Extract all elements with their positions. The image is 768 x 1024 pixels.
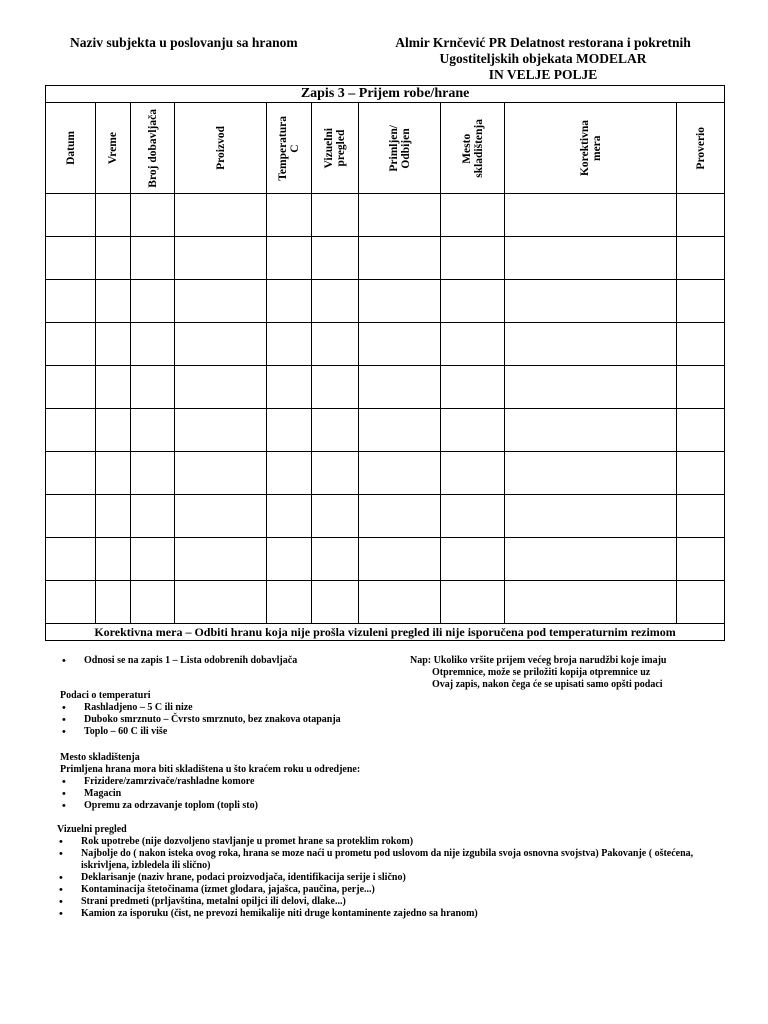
table-cell[interactable]	[131, 495, 175, 538]
storage-section	[60, 752, 720, 812]
nap-note	[410, 655, 730, 691]
table-cell[interactable]	[131, 538, 175, 581]
table-cell[interactable]	[359, 409, 441, 452]
table-row	[46, 366, 725, 409]
table-cell[interactable]	[441, 538, 505, 581]
table-cell[interactable]	[312, 194, 359, 237]
business-info	[378, 35, 708, 83]
table-cell[interactable]	[441, 194, 505, 237]
table-cell[interactable]	[131, 581, 175, 624]
table-cell[interactable]	[505, 538, 677, 581]
table-cell[interactable]	[677, 452, 725, 495]
storage-item: • Frizidere/zamrzivače/rashladne komore	[60, 776, 720, 788]
table-cell[interactable]	[131, 323, 175, 366]
table-cell[interactable]	[505, 366, 677, 409]
table-row	[46, 409, 725, 452]
reference-item: • Odnosi se na zapis 1 – Lista odobrenih dobavljača	[60, 655, 400, 667]
table-header-row	[46, 103, 725, 194]
table-cell[interactable]	[131, 194, 175, 237]
table-cell[interactable]	[677, 538, 725, 581]
table-cell[interactable]	[46, 323, 96, 366]
visual-item: • Kamion za isporuku (čist, ne prevozi hemikalije niti druge kontaminente zajedno sa hranom)	[57, 908, 722, 920]
temperature-item: • Duboko smrznuto – Čvrsto smrznuto, bez znakova otapanja	[60, 714, 720, 726]
table-cell[interactable]	[46, 495, 96, 538]
storage-item: • Magacin	[60, 788, 720, 800]
table-cell[interactable]	[312, 323, 359, 366]
table-cell[interactable]	[96, 452, 131, 495]
column-header	[505, 103, 677, 194]
table-row	[46, 237, 725, 280]
table-cell[interactable]	[267, 452, 312, 495]
table-cell[interactable]	[312, 366, 359, 409]
column-header-label: Mesto skladištenja	[460, 118, 485, 178]
column-header-label: Proverio	[694, 126, 707, 170]
table-cell[interactable]	[359, 237, 441, 280]
temperature-section	[60, 690, 720, 738]
table-cell[interactable]	[267, 323, 312, 366]
column-header-label: Primljen/ Odbijen	[387, 124, 412, 172]
table-cell[interactable]	[175, 323, 267, 366]
business-name-label: Naziv subjekta u poslovanju sa hranom	[70, 35, 298, 50]
table-cell[interactable]	[677, 194, 725, 237]
table-cell[interactable]	[175, 538, 267, 581]
table-row	[46, 280, 725, 323]
table-cell[interactable]	[46, 280, 96, 323]
table-cell[interactable]	[96, 194, 131, 237]
visual-inspection-section	[57, 824, 722, 920]
table-cell[interactable]	[175, 237, 267, 280]
column-header	[677, 103, 725, 194]
storage-title: Mesto skladištenja	[60, 752, 140, 763]
goods-receipt-table	[45, 85, 725, 641]
table-cell[interactable]	[312, 495, 359, 538]
table-cell[interactable]	[175, 409, 267, 452]
table-cell[interactable]	[131, 409, 175, 452]
table-cell[interactable]	[312, 237, 359, 280]
table-row	[46, 194, 725, 237]
column-header	[46, 103, 96, 194]
table-cell[interactable]	[267, 495, 312, 538]
table-cell[interactable]	[505, 237, 677, 280]
table-row	[46, 538, 725, 581]
visual-item: • Rok upotrebe (nije dozvoljeno stavljanje u promet hrane sa proteklim rokom)	[57, 836, 722, 848]
table-body	[46, 194, 725, 624]
nap-line: Otpremnice, može se priložiti kopija otpremnice uz	[432, 667, 651, 678]
column-header	[312, 103, 359, 194]
table-cell[interactable]	[131, 366, 175, 409]
table-cell[interactable]	[46, 452, 96, 495]
temperature-title: Podaci o temperaturi	[60, 690, 151, 701]
column-header	[267, 103, 312, 194]
table-row	[46, 452, 725, 495]
table-cell[interactable]	[46, 194, 96, 237]
table-cell[interactable]	[441, 280, 505, 323]
table-cell[interactable]	[505, 194, 677, 237]
table-cell[interactable]	[441, 495, 505, 538]
temperature-item: • Rashladjeno – 5 C ili nize	[60, 702, 720, 714]
table-cell[interactable]	[441, 323, 505, 366]
table-cell[interactable]	[441, 581, 505, 624]
table-cell[interactable]	[312, 280, 359, 323]
table-cell[interactable]	[505, 323, 677, 366]
table-cell[interactable]	[677, 495, 725, 538]
table-cell[interactable]	[359, 280, 441, 323]
table-cell[interactable]	[267, 280, 312, 323]
table-cell[interactable]	[505, 452, 677, 495]
table-cell[interactable]	[46, 237, 96, 280]
table-cell[interactable]	[677, 409, 725, 452]
column-header-label: Korektivna mera	[578, 119, 603, 176]
column-header-label: Datum	[64, 131, 77, 165]
business-info-line: Almir Krnčević PR Delatnost restorana i pokretnih	[395, 35, 691, 50]
table-cell[interactable]	[96, 280, 131, 323]
visual-item: • Deklarisanje (naziv hrane, podaci proizvodjača, identifikacija serije i slično)	[57, 872, 722, 884]
table-cell[interactable]	[505, 280, 677, 323]
column-header	[441, 103, 505, 194]
table-cell[interactable]	[46, 409, 96, 452]
business-info-line: Ugostiteljskih objekata MODELAR	[439, 51, 647, 66]
table-cell[interactable]	[96, 581, 131, 624]
table-cell[interactable]	[359, 581, 441, 624]
table-cell[interactable]	[175, 581, 267, 624]
table-cell[interactable]	[441, 366, 505, 409]
visual-title: Vizuelni pregled	[57, 824, 127, 835]
nap-line: Nap: Ukoliko vršite prijem većeg broja narudžbi koje imaju	[410, 655, 667, 666]
temperature-item: • Toplo – 60 C ili više	[60, 726, 720, 738]
table-cell[interactable]	[359, 323, 441, 366]
table-cell[interactable]	[505, 409, 677, 452]
table-cell[interactable]	[267, 237, 312, 280]
column-header	[96, 103, 131, 194]
table-cell[interactable]	[96, 323, 131, 366]
table-cell[interactable]	[267, 366, 312, 409]
table-cell[interactable]	[267, 538, 312, 581]
table-cell[interactable]	[677, 280, 725, 323]
table-cell[interactable]	[505, 581, 677, 624]
table-cell[interactable]	[96, 366, 131, 409]
column-header	[175, 103, 267, 194]
visual-item: • Najbolje do ( nakon isteka ovog roka, hrana se moze naći u prometu pod uslovom da nije izgubila svoja osnovna svojstva) Pakovanje ( oštećena, iskrivljena, izbledela ili slično)	[57, 848, 722, 872]
column-header-label: Vreme	[107, 131, 119, 165]
table-cell[interactable]	[441, 237, 505, 280]
table-cell[interactable]	[359, 452, 441, 495]
column-header-label: Proizvod	[214, 126, 227, 170]
table-row	[46, 495, 725, 538]
table-cell[interactable]	[46, 366, 96, 409]
visual-item: • Strani predmeti (prljavština, metalni opiljci ili delovi, dlake...)	[57, 896, 722, 908]
visual-item: • Kontaminacija štetočinama (izmet glodara, jajašca, paučina, perje...)	[57, 884, 722, 896]
corrective-action-note: Korektivna mera – Odbiti hranu koja nije prošla vizuleni pregled ili nije isporučena pod temperaturnim rezimom	[46, 624, 725, 641]
table-cell[interactable]	[46, 581, 96, 624]
table-cell[interactable]	[131, 280, 175, 323]
table-cell[interactable]	[312, 409, 359, 452]
table-cell[interactable]	[175, 452, 267, 495]
table-cell[interactable]	[131, 452, 175, 495]
nap-line: Ovaj zapis, nakon čega će se upisati samo opšti podaci	[432, 679, 663, 690]
storage-item: • Opremu za odrzavanje toplom (topli sto)	[60, 800, 720, 812]
table-cell[interactable]	[441, 409, 505, 452]
table-cell[interactable]	[96, 409, 131, 452]
column-header	[359, 103, 441, 194]
table-row	[46, 581, 725, 624]
table-cell[interactable]	[312, 538, 359, 581]
storage-intro: Primljena hrana mora biti skladištena u što kraćem roku u odredjene:	[60, 764, 361, 775]
table-cell[interactable]	[175, 280, 267, 323]
table-cell[interactable]	[359, 538, 441, 581]
table-cell[interactable]	[46, 538, 96, 581]
column-header-label: Temperatura C	[277, 115, 301, 181]
table-cell[interactable]	[359, 194, 441, 237]
column-header-label: Broj dobavljača	[146, 108, 159, 188]
table-cell[interactable]	[96, 538, 131, 581]
table-cell[interactable]	[175, 366, 267, 409]
table-cell[interactable]	[96, 495, 131, 538]
table-cell[interactable]	[96, 237, 131, 280]
column-header	[131, 103, 175, 194]
table-cell[interactable]	[505, 495, 677, 538]
table-cell[interactable]	[175, 495, 267, 538]
table-cell[interactable]	[677, 581, 725, 624]
table-cell[interactable]	[677, 237, 725, 280]
table-cell[interactable]	[359, 495, 441, 538]
table-row	[46, 323, 725, 366]
table-cell[interactable]	[312, 581, 359, 624]
table-cell[interactable]	[267, 409, 312, 452]
table-cell[interactable]	[312, 452, 359, 495]
table-cell[interactable]	[267, 194, 312, 237]
column-header-label: Vizuelni pregled	[323, 127, 347, 169]
business-info-line: IN VELJE POLJE	[488, 67, 598, 82]
table-cell[interactable]	[175, 194, 267, 237]
table-cell[interactable]	[441, 452, 505, 495]
reference-block	[60, 655, 400, 667]
table-cell[interactable]	[677, 366, 725, 409]
table-cell[interactable]	[359, 366, 441, 409]
table-cell[interactable]	[131, 237, 175, 280]
table-title: Zapis 3 – Prijem robe/hrane	[46, 86, 725, 103]
table-cell[interactable]	[677, 323, 725, 366]
table-cell[interactable]	[267, 581, 312, 624]
